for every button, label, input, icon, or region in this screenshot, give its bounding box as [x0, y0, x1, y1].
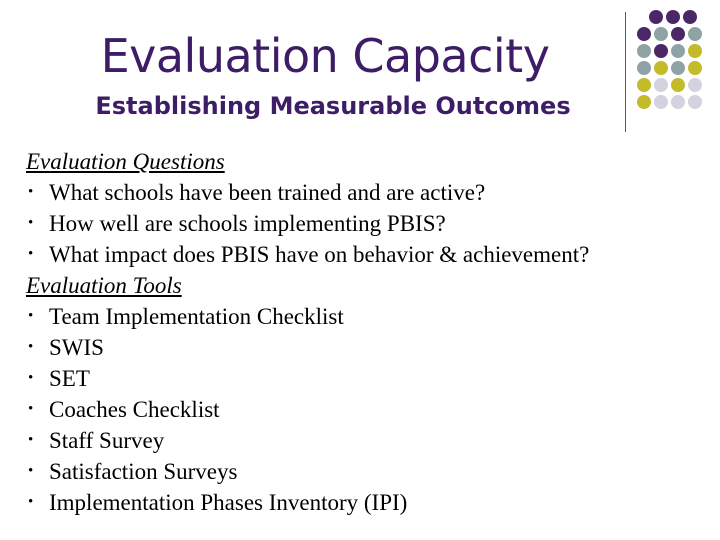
bullet-icon: • [28, 494, 34, 510]
decorative-dot [671, 78, 685, 92]
bullet-icon: • [28, 370, 34, 386]
bullet-item [26, 239, 706, 270]
bullet-icon: • [28, 339, 34, 355]
bullet-text: Team Implementation Checklist [49, 304, 344, 329]
bullet-item [26, 177, 706, 208]
bullet-icon: • [28, 215, 34, 231]
decorative-dot [688, 78, 702, 92]
bullet-text: What impact does PBIS have on behavior & achievement? [49, 242, 590, 267]
bullet-icon: • [28, 184, 34, 200]
decorative-dot [671, 27, 685, 41]
decorative-dot-grid [637, 10, 720, 120]
bullet-text: What schools have been trained and are active? [49, 180, 486, 205]
title-divider [625, 12, 626, 132]
decorative-dot [654, 95, 668, 109]
slide-subtitle: Establishing Measurable Outcomes [95, 92, 571, 120]
decorative-dot [637, 78, 651, 92]
decorative-dot [654, 78, 668, 92]
decorative-dot [688, 44, 702, 58]
slide-title: Evaluation Capacity [100, 29, 550, 83]
decorative-dot [654, 27, 668, 41]
decorative-dot [688, 61, 702, 75]
bullet-text: SWIS [49, 335, 104, 360]
decorative-dot [654, 61, 668, 75]
section-evaluation-tools [26, 270, 706, 518]
decorative-dot [637, 27, 651, 41]
slide-body [26, 146, 706, 518]
decorative-dot [671, 61, 685, 75]
bullet-item [26, 301, 706, 332]
decorative-dot [637, 44, 651, 58]
bullet-item [26, 363, 706, 394]
decorative-dot [637, 95, 651, 109]
bullet-text: Staff Survey [49, 428, 165, 453]
decorative-dot [654, 44, 668, 58]
section-evaluation-questions [26, 146, 706, 270]
bullet-item [26, 456, 706, 487]
bullet-text: Coaches Checklist [49, 397, 220, 422]
bullet-icon: • [28, 308, 34, 324]
decorative-dot [649, 10, 663, 24]
bullet-item [26, 394, 706, 425]
bullet-icon: • [28, 401, 34, 417]
section-heading: Evaluation Questions [26, 149, 225, 174]
bullet-text: Implementation Phases Inventory (IPI) [49, 490, 408, 515]
section-heading: Evaluation Tools [26, 273, 182, 298]
decorative-dot [637, 61, 651, 75]
decorative-dot [683, 10, 697, 24]
bullet-icon: • [28, 432, 34, 448]
bullet-item [26, 332, 706, 363]
bullet-text: How well are schools implementing PBIS? [49, 211, 446, 236]
bullet-item [26, 487, 706, 518]
decorative-dot [671, 44, 685, 58]
bullet-item [26, 425, 706, 456]
decorative-dot [688, 95, 702, 109]
decorative-dot [688, 27, 702, 41]
decorative-dot [671, 95, 685, 109]
bullet-text: Satisfaction Surveys [49, 459, 238, 484]
decorative-dot [666, 10, 680, 24]
bullet-icon: • [28, 463, 34, 479]
bullet-icon: • [28, 246, 34, 262]
bullet-item [26, 208, 706, 239]
bullet-text: SET [49, 366, 90, 391]
